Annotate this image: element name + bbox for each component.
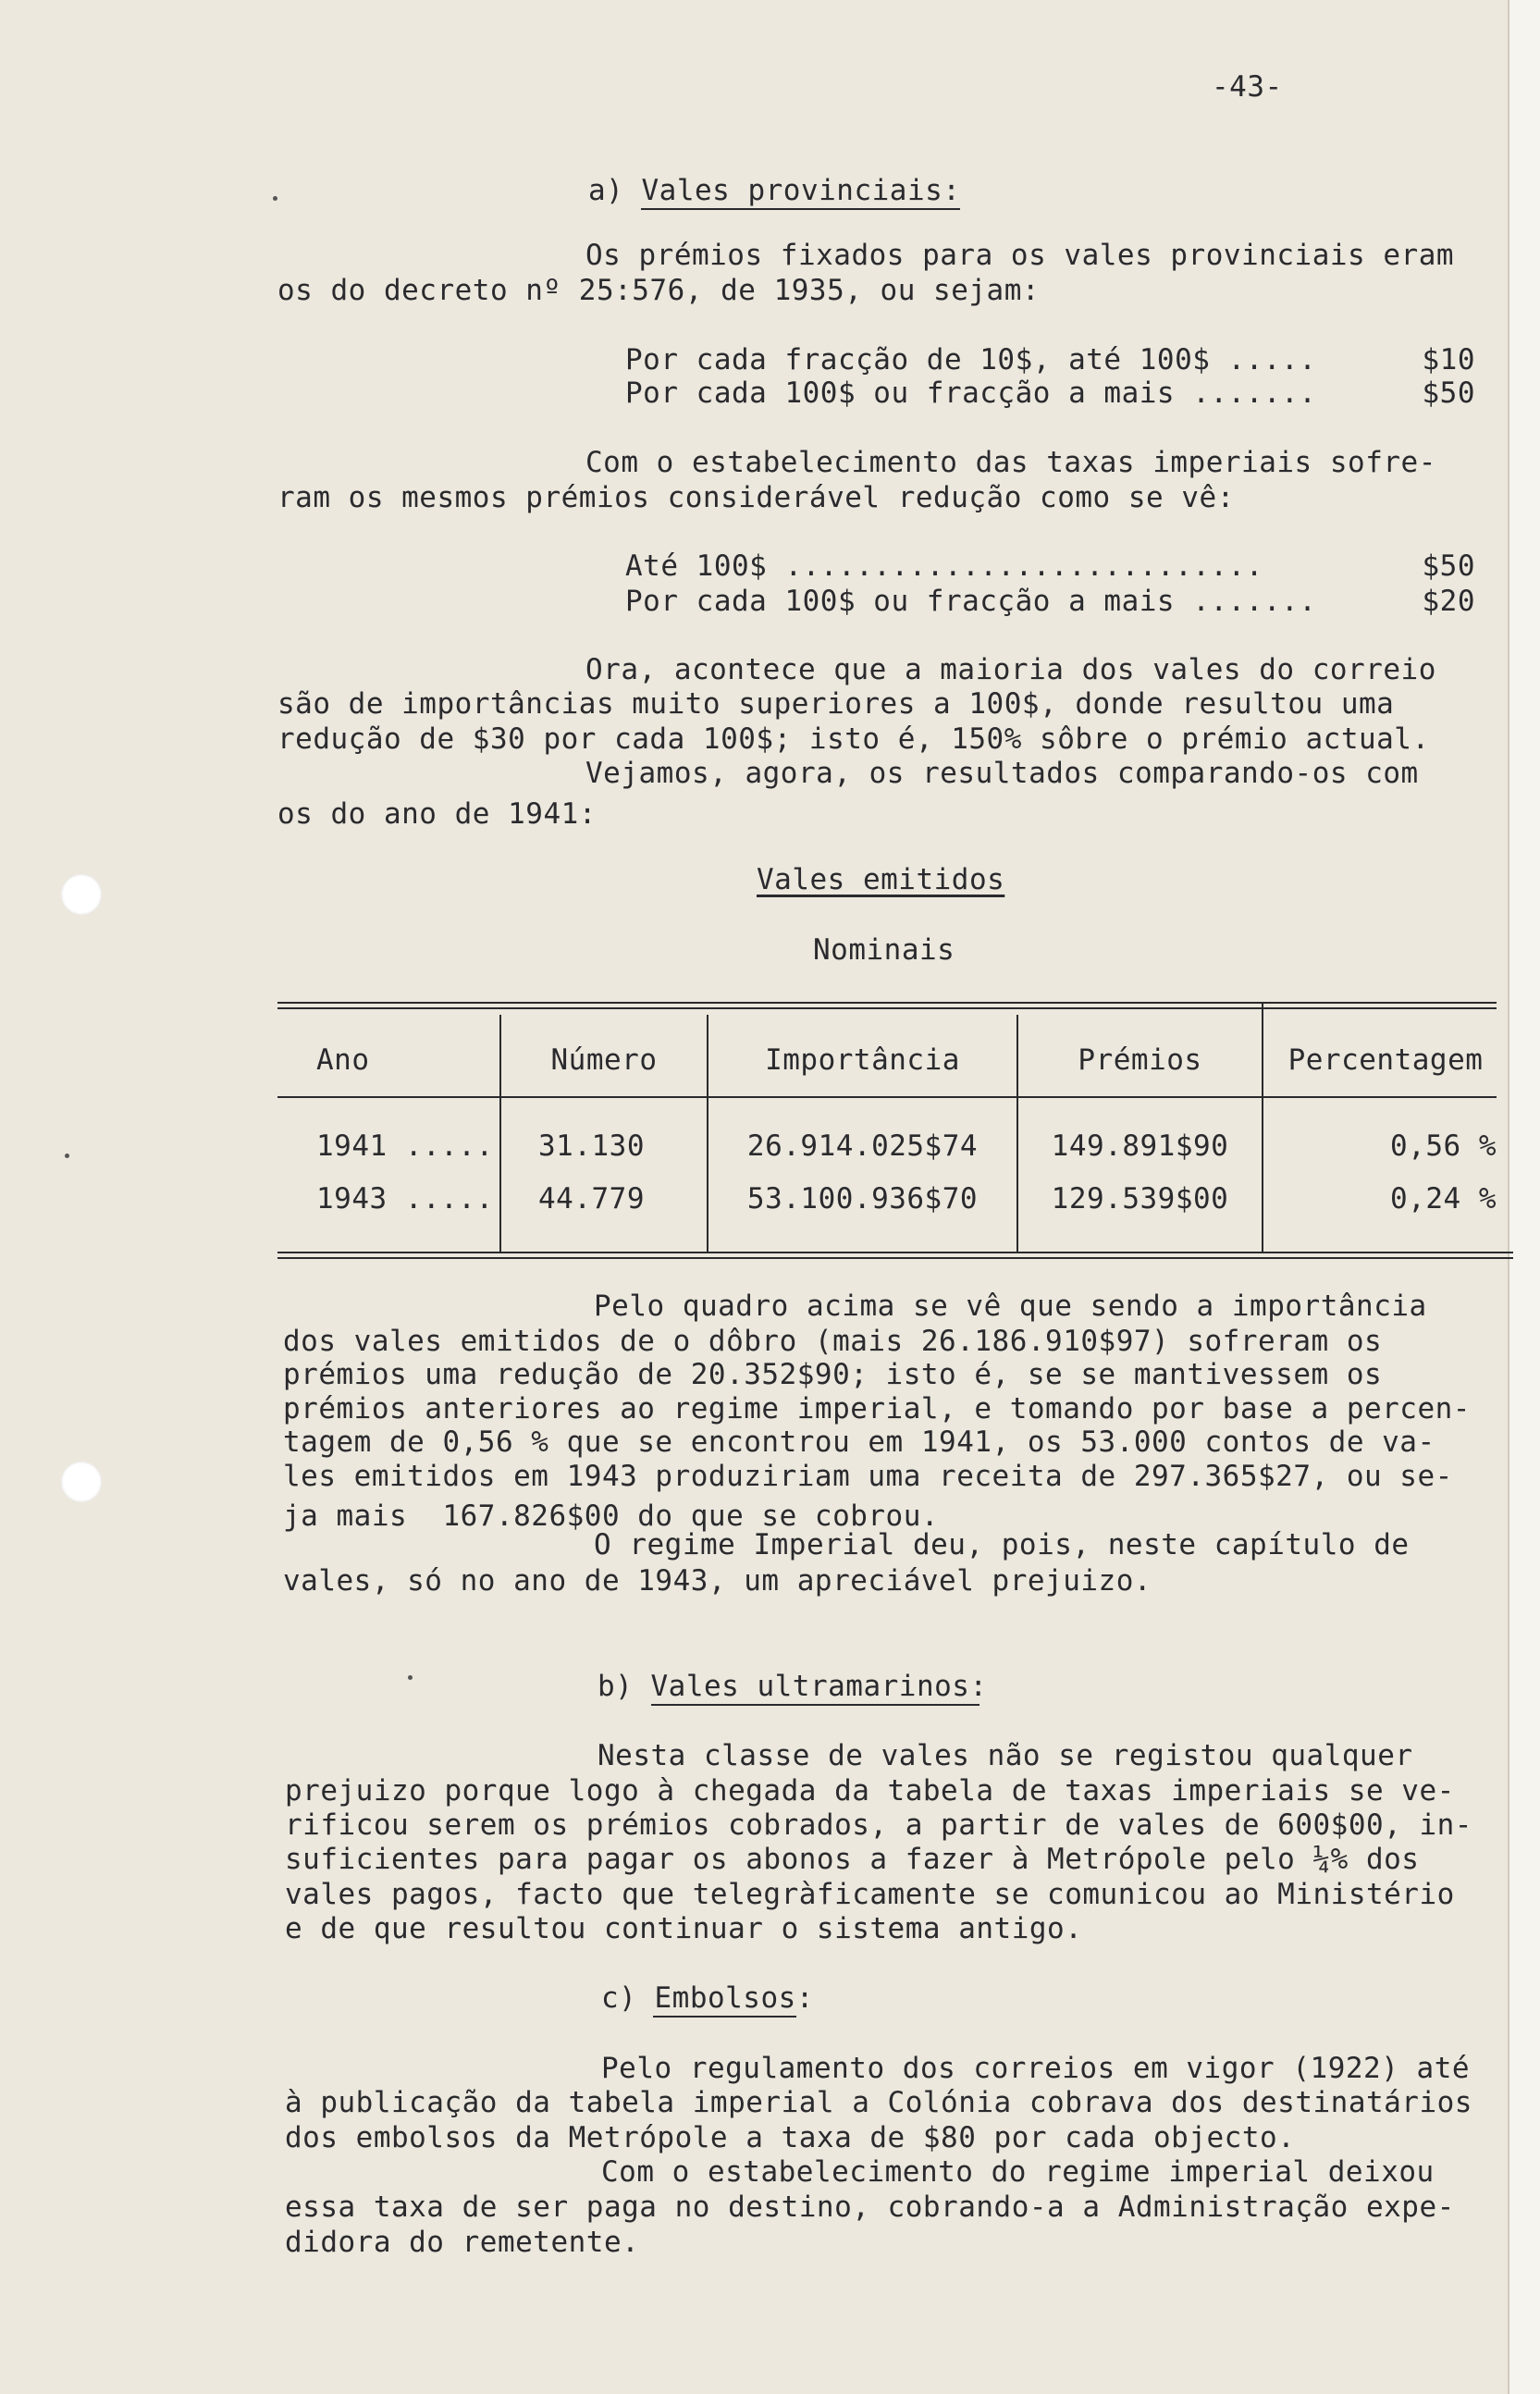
tariff-label: Por cada 100$ ou fracção a mais ....... bbox=[625, 585, 1317, 618]
paragraph-line: Os prémios fixados para os vales provinciais eram bbox=[585, 239, 1455, 272]
table-cell-amount: 26.914.025$74 bbox=[746, 1129, 979, 1163]
table-cell-number: 44.779 bbox=[538, 1182, 645, 1216]
table-header-cell: Prémios bbox=[1078, 1043, 1202, 1077]
tariff-value: $10 bbox=[1422, 343, 1475, 376]
table-cell-year: 1943 ..... bbox=[316, 1182, 494, 1216]
table-top-rule bbox=[277, 1007, 1497, 1009]
tariff-label: Por cada 100$ ou fracção a mais ....... bbox=[625, 376, 1317, 410]
section-b-heading: b) Vales ultramarinos: bbox=[598, 1670, 988, 1703]
page-number: -43- bbox=[1212, 70, 1283, 104]
page-edge bbox=[1508, 0, 1540, 2394]
tariff-label: Por cada fracção de 10$, até 100$ ..... bbox=[625, 343, 1317, 376]
tariff-value: $50 bbox=[1422, 549, 1475, 583]
table-header-cell: Percentagem bbox=[1287, 1043, 1484, 1077]
paragraph-line: prémios anteriores ao regime imperial, e tomando por base a percen- bbox=[283, 1392, 1471, 1425]
paragraph-line: prejuizo porque logo à chegada da tabela de taxas imperiais se ve- bbox=[285, 1774, 1455, 1808]
table-top-rule bbox=[277, 1002, 1497, 1004]
heading-underline bbox=[651, 1704, 979, 1706]
paragraph-line: Vejamos, agora, os resultados comparando-os com bbox=[585, 757, 1419, 790]
paragraph-line: tagem de 0,56 % que se encontrou em 1941, os 53.000 contos de va- bbox=[283, 1425, 1435, 1459]
ink-speck bbox=[408, 1675, 413, 1680]
table-cell-percent: 0,24 % bbox=[1390, 1182, 1497, 1216]
table-cell-year: 1941 ..... bbox=[316, 1129, 494, 1163]
table-bottom-rule bbox=[277, 1252, 1513, 1253]
paragraph-line: à publicação da tabela imperial a Colónia cobrava dos destinatários bbox=[285, 2086, 1472, 2119]
paragraph-line: e de que resultou continuar o sistema antigo. bbox=[285, 1912, 1083, 1945]
heading-underline bbox=[653, 2016, 796, 2018]
table-cell-percent: 0,56 % bbox=[1390, 1129, 1497, 1163]
paragraph-line: Com o estabelecimento do regime imperial deixou bbox=[601, 2155, 1435, 2189]
tariff-label: Até 100$ ........................... bbox=[625, 549, 1263, 583]
paragraph-line: ram os mesmos prémios considerável redução como se vê: bbox=[277, 481, 1235, 514]
tariff-value: $50 bbox=[1422, 376, 1475, 410]
paragraph-line: os do ano de 1941: bbox=[277, 797, 597, 831]
paragraph-line: ja mais 167.826$00 do que se cobrou. bbox=[283, 1499, 940, 1533]
table-header-cell: Ano bbox=[316, 1043, 370, 1077]
section-c-heading: c) Embolsos: bbox=[601, 1981, 814, 2015]
table-cell-amount: 53.100.936$70 bbox=[746, 1182, 979, 1216]
table-subtitle: Nominais bbox=[813, 933, 955, 967]
paragraph-line: redução de $30 por cada 100$; isto é, 150% sôbre o prémio actual. bbox=[277, 722, 1430, 756]
table-cell-number: 31.130 bbox=[538, 1129, 645, 1163]
tariff-value: $20 bbox=[1422, 585, 1475, 618]
paragraph-line: vales pagos, facto que telegràficamente se comunicou ao Ministério bbox=[285, 1878, 1455, 1911]
section-a-heading: a) Vales provinciais: bbox=[588, 174, 961, 207]
table-header-rule bbox=[277, 1096, 1497, 1098]
paragraph-line: Pelo quadro acima se vê que sendo a importância bbox=[594, 1290, 1427, 1323]
paragraph-line: Ora, acontece que a maioria dos vales do correio bbox=[585, 653, 1436, 686]
table-cell-premium: 129.539$00 bbox=[1051, 1182, 1229, 1216]
paragraph-line: rificou serem os prémios cobrados, a partir de vales de 600$00, in- bbox=[285, 1808, 1472, 1842]
paragraph-line: dos embolsos da Metrópole a taxa de $80 por cada objecto. bbox=[285, 2121, 1296, 2154]
paragraph-line: les emitidos em 1943 produziriam uma receita de 297.365$27, ou se- bbox=[283, 1460, 1453, 1493]
paragraph-line: dos vales emitidos de o dôbro (mais 26.186.910$97) sofreram os bbox=[283, 1325, 1383, 1358]
paragraph-line: vales, só no ano de 1943, um apreciável prejuizo. bbox=[283, 1564, 1152, 1598]
paragraph-line: didora do remetente. bbox=[285, 2226, 640, 2259]
paragraph-line: O regime Imperial deu, pois, neste capítulo de bbox=[594, 1528, 1410, 1561]
table-header-cell: Importância bbox=[765, 1043, 960, 1077]
paragraph-line: prémios uma redução de 20.352$90; isto é, se se mantivessem os bbox=[283, 1358, 1383, 1391]
paragraph-line: essa taxa de ser paga no destino, cobrando-a a Administração expe- bbox=[285, 2190, 1455, 2224]
ink-speck bbox=[273, 196, 277, 201]
paragraph-line: são de importâncias muito superiores a 100$, donde resultou uma bbox=[277, 687, 1395, 721]
table-title: Vales emitidos bbox=[757, 863, 1005, 896]
table-bottom-rule bbox=[277, 1257, 1513, 1259]
punch-hole-bottom bbox=[61, 1462, 102, 1502]
paragraph-line: Nesta classe de vales não se registou qualquer bbox=[598, 1739, 1413, 1772]
table-column-divider bbox=[1262, 1002, 1263, 1253]
heading-underline bbox=[641, 208, 960, 210]
paragraph-line: suficientes para pagar os abonos a fazer à Metrópole pelo ¼% dos bbox=[285, 1843, 1420, 1876]
paragraph-line: os do decreto nº 25:576, de 1935, ou sejam: bbox=[277, 274, 1041, 307]
ink-speck bbox=[65, 1154, 69, 1158]
paragraph-line: Com o estabelecimento das taxas imperiais sofre- bbox=[585, 446, 1436, 479]
table-header-cell: Número bbox=[550, 1043, 658, 1077]
table-cell-premium: 149.891$90 bbox=[1051, 1129, 1229, 1163]
punch-hole-top bbox=[61, 874, 102, 915]
paragraph-line: Pelo regulamento dos correios em vigor (1922) até bbox=[601, 2052, 1471, 2085]
